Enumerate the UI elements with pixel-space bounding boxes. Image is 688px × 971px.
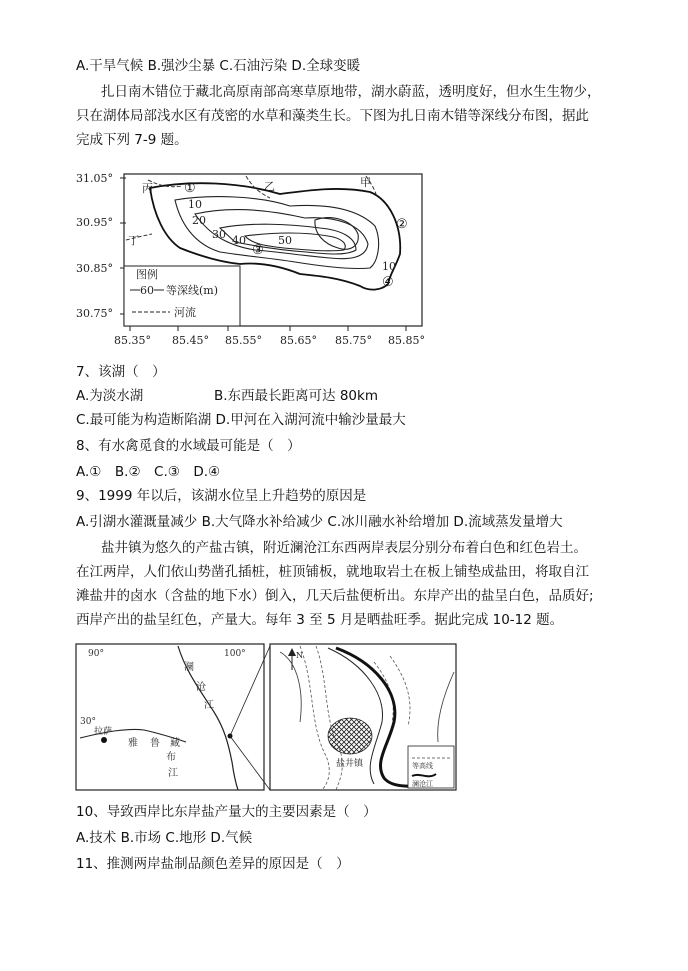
north-label: N bbox=[296, 651, 303, 660]
legend-depth-value: 60 bbox=[140, 284, 154, 297]
yanjing-label: 盐井镇 bbox=[336, 759, 364, 769]
lhasa-label: 拉萨 bbox=[94, 727, 113, 737]
q9-stem: 9、1999 年以后，该湖水位呈上升趋势的原因是 bbox=[76, 488, 367, 504]
x-label-5: 85.75° bbox=[335, 334, 372, 347]
x-label-3: 85.55° bbox=[225, 334, 262, 347]
yarlung-char-3: 藏 bbox=[170, 738, 180, 749]
yanjing-map bbox=[74, 642, 460, 794]
yarlung-char-4: 布 bbox=[166, 752, 176, 763]
river-char-2: 沧 bbox=[196, 682, 206, 693]
river-char-1: 澜 bbox=[184, 662, 194, 673]
passage1-line3: 完成下列 7-9 题。 bbox=[76, 132, 188, 148]
river-ding: 丁 bbox=[128, 234, 139, 247]
river-jia: 甲 bbox=[360, 176, 371, 189]
passage2-line2: 在江两岸，人们依山势凿孔插桩，桩顶铺板，就地取岩土在板上铺垫成盐田，将取自江 bbox=[76, 564, 589, 580]
point-1: ① bbox=[184, 181, 196, 196]
q6-options: A.干旱气候 B.强沙尘暴 C.石油污染 D.全球变暖 bbox=[76, 58, 361, 74]
river-yi: 乙 bbox=[264, 180, 275, 193]
x-label-4: 85.65° bbox=[280, 334, 317, 347]
legend-lancang: 澜沧江 bbox=[412, 780, 433, 788]
point-3: ③ bbox=[252, 243, 264, 258]
depth-20: 20 bbox=[192, 214, 206, 227]
q7-option-a: A.为淡水湖 bbox=[76, 388, 144, 404]
lon-100: 100° bbox=[224, 649, 246, 659]
x-label-1: 85.35° bbox=[114, 334, 151, 347]
passage1-line2: 只在湖体局部浅水区有茂密的水草和藻类生长。下图为扎日南木错等深线分布图，据此 bbox=[76, 108, 589, 124]
q8-stem: 8、有水禽觅食的水域最可能是（ ） bbox=[76, 438, 301, 454]
salt-field-area bbox=[328, 718, 372, 754]
lake-depth-map bbox=[70, 166, 430, 351]
river-char-3: 江 bbox=[204, 700, 214, 711]
x-label-6: 85.85° bbox=[388, 334, 425, 347]
passage2-line3: 滩盐井的卤水（含盐的地下水）倒入，几天后盐便析出。东岸产出的盐呈白色，品质好; bbox=[76, 588, 594, 604]
depth-10a: 10 bbox=[188, 198, 202, 211]
q8-options: A.① B.② C.③ D.④ bbox=[76, 464, 221, 480]
legend-river: 河流 bbox=[174, 306, 196, 319]
q7-option-b: B.东西最长距离可达 80km bbox=[214, 388, 378, 404]
y-label-1: 31.05° bbox=[76, 172, 113, 185]
depth-30: 30 bbox=[212, 228, 226, 241]
y-label-3: 30.85° bbox=[76, 262, 113, 275]
lat-30: 30° bbox=[80, 717, 96, 727]
q11-stem: 11、推测两岸盐制品颜色差异的原因是（ ） bbox=[76, 856, 350, 872]
q10-stem: 10、导致西岸比东岸盐产量大的主要因素是（ ） bbox=[76, 804, 377, 820]
legend-title: 图例 bbox=[136, 268, 158, 281]
q10-options: A.技术 B.市场 C.地形 D.气候 bbox=[76, 830, 253, 846]
y-label-4: 30.75° bbox=[76, 307, 113, 320]
passage2-line4: 西岸产出的盐呈红色，产量大。每年 3 至 5 月是晒盐旺季。据此完成 10-12 题。 bbox=[76, 612, 564, 628]
depth-10b: 10 bbox=[382, 260, 396, 273]
q7-stem: 7、该湖（ ） bbox=[76, 364, 166, 380]
passage2-line1: 盐井镇为悠久的产盐古镇，附近澜沧江东西两岸表层分别分布着白色和红色岩土。 bbox=[101, 540, 587, 556]
legend-depth: 等深线(m) bbox=[166, 284, 219, 297]
point-2: ② bbox=[396, 217, 408, 232]
point-4: ④ bbox=[382, 275, 394, 290]
lhasa-dot bbox=[101, 737, 107, 743]
q7-options-cd: C.最可能为构造断陷湖 D.甲河在入湖河流中输沙量最大 bbox=[76, 412, 406, 428]
yarlung-char-5: 江 bbox=[168, 768, 178, 779]
depth-40: 40 bbox=[232, 234, 246, 247]
river-bing: 丙 bbox=[142, 182, 153, 195]
yarlung-char-1: 雅 bbox=[128, 738, 138, 749]
passage1-line1: 扎日南木错位于藏北高原南部高寒草原地带，湖水蔚蓝，透明度好，但水生生物少， bbox=[101, 84, 601, 100]
x-label-2: 85.45° bbox=[172, 334, 209, 347]
q9-options: A.引湖水灌溉量减少 B.大气降水补给减少 C.冰川融水补给增加 D.流域蒸发量增大 bbox=[76, 514, 563, 530]
y-label-2: 30.95° bbox=[76, 216, 113, 229]
depth-50: 50 bbox=[278, 234, 292, 247]
yarlung-char-2: 鲁 bbox=[150, 738, 160, 749]
legend-contour: 等高线 bbox=[412, 762, 433, 770]
lon-90: 90° bbox=[88, 649, 104, 659]
